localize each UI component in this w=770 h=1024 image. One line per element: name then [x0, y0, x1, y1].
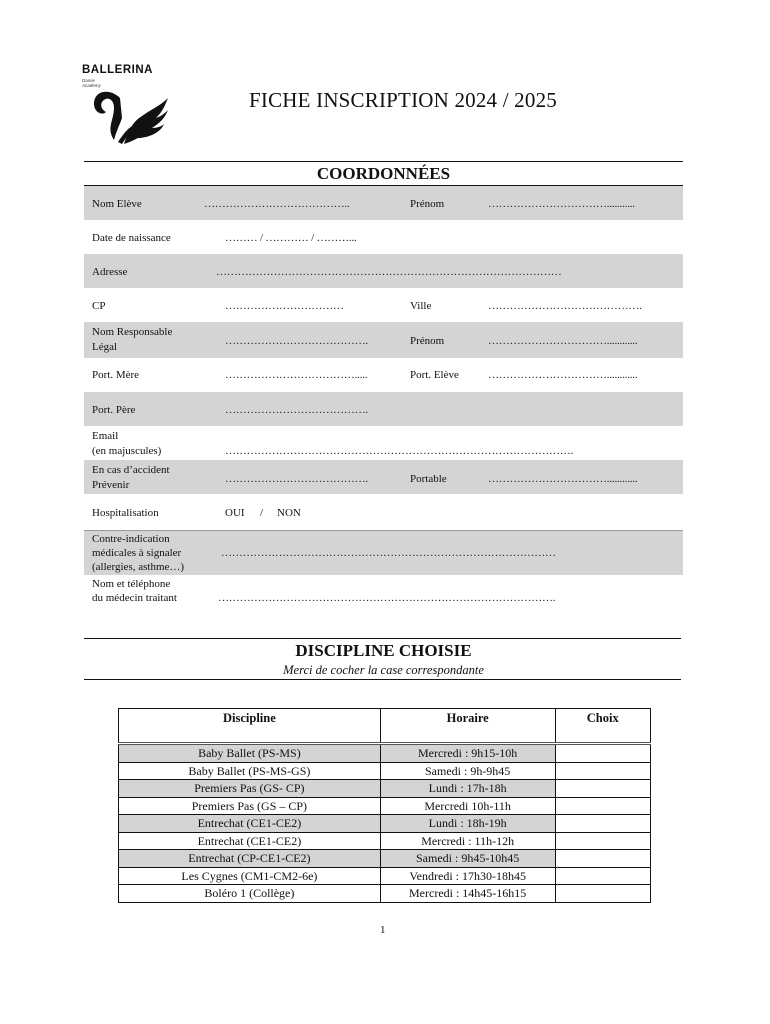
label-contre-indication-line3: (allergies, asthme…) [92, 561, 185, 573]
field-port-eleve[interactable]: ……………………………............ [488, 369, 638, 381]
cell-discipline: Baby Ballet (PS-MS-GS) [119, 762, 381, 780]
cell-horaire: Samedi : 9h45-10h45 [380, 850, 555, 868]
field-contre-indication[interactable]: ………………………………………………………………………………… [221, 547, 556, 559]
label-cp: CP [92, 300, 106, 312]
ballerina-logo [80, 64, 180, 148]
label-email-line2: (en majuscules) [92, 445, 162, 457]
label-hospitalisation: Hospitalisation [92, 507, 159, 519]
cell-choix-checkbox[interactable] [555, 832, 650, 850]
table-row [119, 780, 651, 798]
field-prenom-responsable[interactable]: ……………………………............ [488, 335, 638, 347]
label-accident-line2: Prévenir [92, 479, 130, 491]
label-prenom-responsable: Prénom [410, 335, 445, 347]
header-discipline: Discipline [119, 709, 381, 744]
cell-horaire: Lundi : 17h-18h [380, 780, 555, 798]
label-accident-line1: En cas d’accident [92, 464, 170, 476]
field-nom-eleve[interactable]: ………………………………….. [204, 198, 350, 210]
table-row [119, 762, 651, 780]
cell-choix-checkbox[interactable] [555, 762, 650, 780]
discipline-table [118, 708, 651, 903]
cell-horaire: Mercredi : 14h45-16h15 [380, 885, 555, 903]
label-adresse: Adresse [92, 266, 128, 278]
discipline-subheading: Merci de cocher la case correspondante [283, 663, 484, 677]
field-ville[interactable]: ……………………………………. [488, 300, 642, 312]
discipline-table-header [119, 709, 651, 744]
row-email [84, 426, 683, 460]
label-contre-indication-line1: Contre-indication [92, 533, 170, 545]
cell-choix-checkbox[interactable] [555, 850, 650, 868]
field-date-naissance[interactable]: ……… / ………… / ………... [225, 232, 357, 244]
cell-horaire: Vendredi : 17h30-18h45 [380, 867, 555, 885]
logo-brand-text: BALLERINA [82, 64, 153, 76]
cell-discipline: Boléro 1 (Collège) [119, 885, 381, 903]
cell-horaire: Mercredi : 9h15-10h [380, 744, 555, 763]
cell-discipline: Premiers Pas (GS – CP) [119, 797, 381, 815]
logo-subtitle: Danse Academy [82, 78, 101, 88]
cell-choix-checkbox[interactable] [555, 867, 650, 885]
cell-choix-checkbox[interactable] [555, 744, 650, 763]
option-separator: / [260, 507, 264, 519]
row-responsable [84, 322, 683, 358]
table-row [119, 850, 651, 868]
label-prenom-eleve: Prénom [410, 198, 445, 210]
cell-discipline: Baby Ballet (PS-MS) [119, 744, 381, 763]
cell-choix-checkbox[interactable] [555, 797, 650, 815]
field-accident[interactable]: …………………………………. [225, 473, 368, 485]
field-adresse[interactable]: …………………………………………………………………………………… [216, 266, 562, 278]
cell-discipline: Entrechat (CE1-CE2) [119, 815, 381, 833]
row-port-pere [84, 392, 683, 426]
field-port-mere[interactable]: ………………………………..... [225, 369, 368, 381]
label-medecin-line2: du médecin traitant [92, 592, 177, 604]
row-medecin [84, 574, 683, 610]
label-email-line1: Email [92, 430, 119, 442]
field-cp[interactable]: …………………………… [225, 300, 344, 312]
label-portable: Portable [410, 473, 447, 485]
table-row [119, 885, 651, 903]
row-nom-eleve [84, 186, 683, 220]
option-non[interactable]: NON [277, 507, 301, 519]
cell-choix-checkbox[interactable] [555, 815, 650, 833]
row-hospitalisation [84, 494, 683, 530]
cell-horaire: Mercredi : 11h-12h [380, 832, 555, 850]
discipline-heading: DISCIPLINE CHOISIE [295, 641, 472, 660]
field-portable[interactable]: ……………………………............ [488, 473, 638, 485]
row-contre-indication [84, 530, 683, 575]
cell-horaire: Mercredi 10h-11h [380, 797, 555, 815]
table-row [119, 832, 651, 850]
swan-icon [80, 78, 180, 150]
field-prenom-eleve[interactable]: ……………………………........... [488, 198, 635, 210]
field-port-pere[interactable]: …………………………………. [225, 404, 368, 416]
row-accident [84, 460, 683, 494]
label-medecin-line1: Nom et téléphone [92, 578, 171, 590]
header-choix: Choix [555, 709, 650, 744]
field-medecin[interactable]: …………………………………………………………………………………. [218, 592, 556, 604]
label-nom-eleve: Nom Elève [92, 198, 142, 210]
label-responsable-line1: Nom Responsable [92, 326, 173, 338]
label-port-pere: Port. Père [92, 404, 136, 416]
page-number: 1 [380, 924, 386, 936]
label-contre-indication-line2: médicales à signaler [92, 547, 182, 559]
row-port-mere [84, 358, 683, 392]
option-oui[interactable]: OUI [225, 507, 245, 519]
section-rule-top [84, 161, 683, 162]
table-row [119, 815, 651, 833]
coordonnees-heading: COORDONNÉES [316, 164, 451, 183]
cell-horaire: Samedi : 9h-9h45 [380, 762, 555, 780]
row-date-naissance [84, 220, 683, 254]
label-port-mere: Port. Mère [92, 369, 140, 381]
table-row [119, 867, 651, 885]
cell-discipline: Entrechat (CP-CE1-CE2) [119, 850, 381, 868]
discipline-rule-top [84, 638, 681, 639]
table-row [119, 744, 651, 763]
cell-discipline: Les Cygnes (CM1-CM2-6e) [119, 867, 381, 885]
table-row [119, 797, 651, 815]
cell-discipline: Entrechat (CE1-CE2) [119, 832, 381, 850]
row-adresse [84, 254, 683, 288]
field-email[interactable]: ……………………………………………………………………………………. [225, 445, 574, 457]
field-responsable[interactable]: …………………………………. [225, 335, 368, 347]
discipline-rule-bottom [84, 679, 681, 680]
page-title: FICHE INSCRIPTION 2024 / 2025 [249, 88, 557, 112]
cell-choix-checkbox[interactable] [555, 780, 650, 798]
label-date-naissance: Date de naissance [92, 232, 171, 244]
cell-discipline: Premiers Pas (GS- CP) [119, 780, 381, 798]
label-port-eleve: Port. Elève [410, 369, 459, 381]
label-responsable-line2: Légal [92, 341, 118, 353]
header-horaire: Horaire [380, 709, 555, 744]
row-cp-ville [84, 288, 683, 322]
cell-horaire: Lundi : 18h-19h [380, 815, 555, 833]
label-ville: Ville [410, 300, 432, 312]
cell-choix-checkbox[interactable] [555, 885, 650, 903]
